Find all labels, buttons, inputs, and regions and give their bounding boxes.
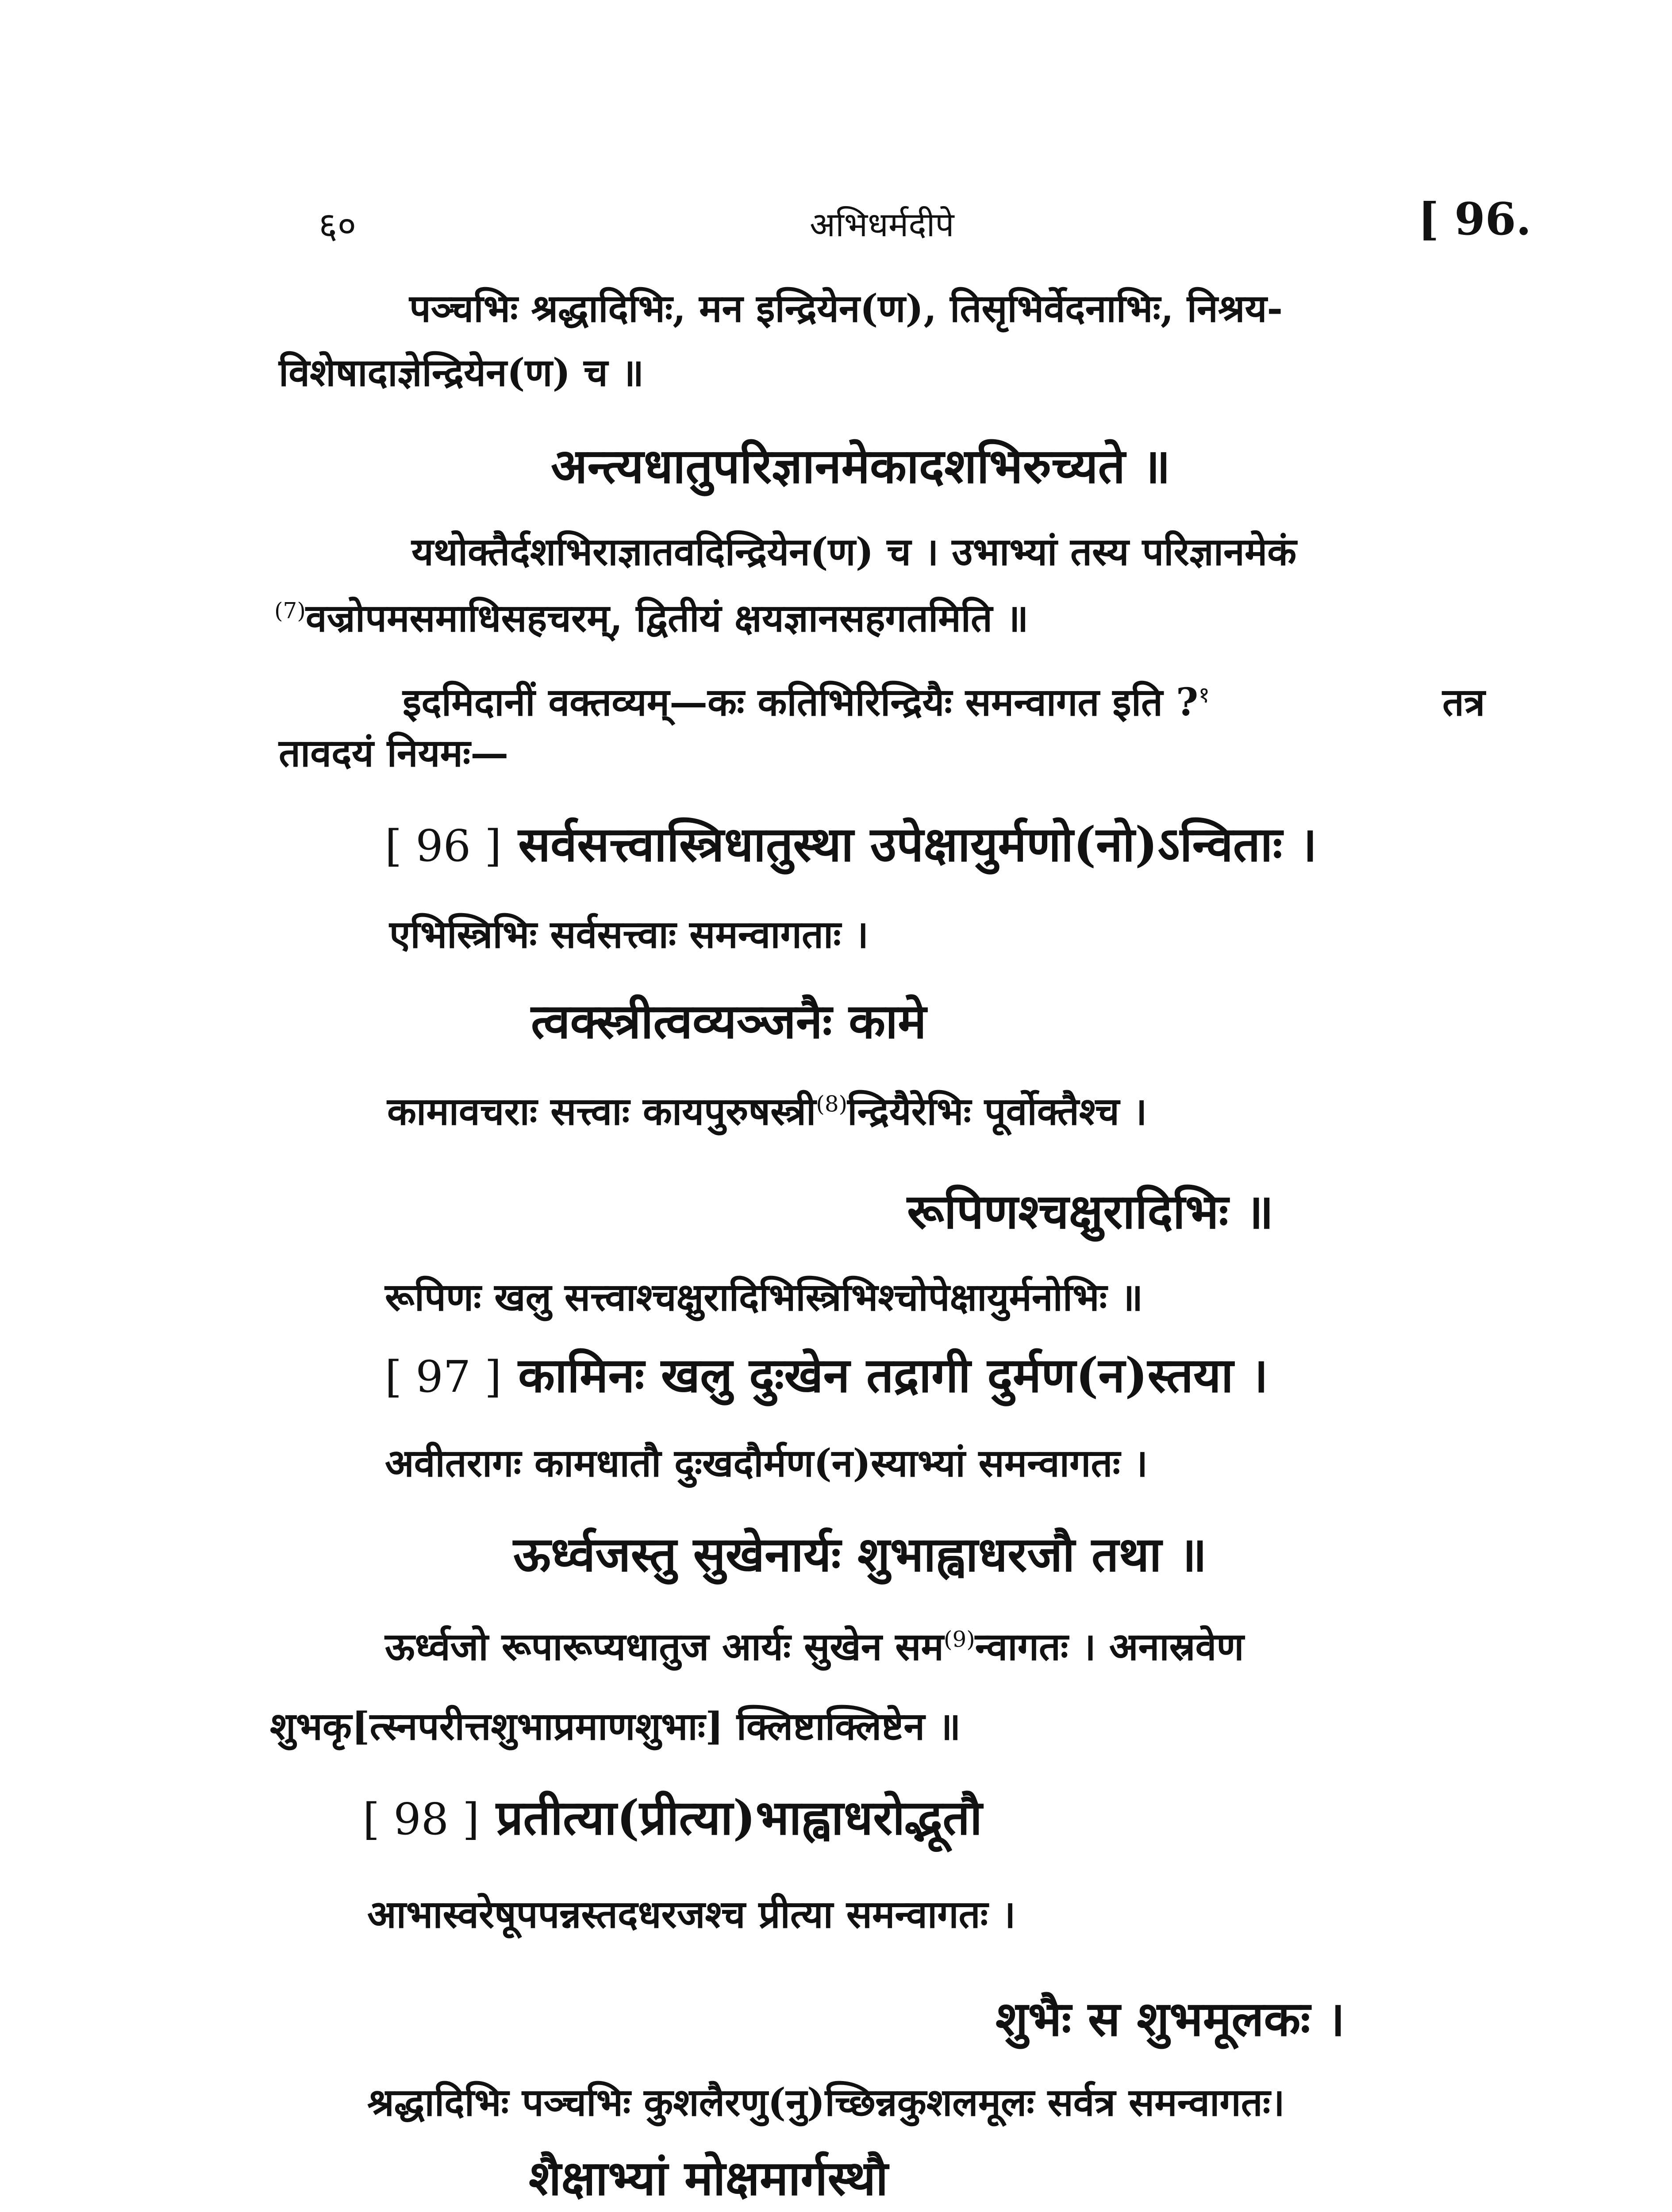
text-line: पञ्चभिः श्रद्धादिभिः, मन इन्द्रियेन(ण), तिसृभिर्वेदनाभिः, निश्रय- [409,286,1283,331]
verse-line: शुभैः स शुभमूलकः । [996,1991,1345,2047]
superscript-marker: (8) [816,1091,848,1117]
footnote-ref: १ [1198,682,1210,708]
text-line: यथोक्तैर्दशभिराज्ञातवदिन्द्रियेन(ण) च । उभाभ्यां तस्य परिज्ञानमेकं [411,530,1297,574]
text-line: श्रद्धादिभिः पञ्चभिः कुशलैरणु(नु)च्छिन्नकुशलमूलः सर्वत्र समन्वागतः। [367,2080,1285,2125]
verse-text: सर्वसत्त्वास्त्रिधातुस्था उपेक्षायुर्मणो(नो)ऽन्विताः । [518,817,1317,872]
verse-line: ऊर्ध्वजस्तु सुखेनार्यः शुभाह्वाधरजौ तथा ॥ [513,1527,1207,1582]
superscript-marker: (9) [943,1626,975,1652]
page-number: ६० [319,205,357,247]
verse-line: त्वक्स्त्रीत्वव्यञ्जनैः कामे [531,994,926,1049]
verse-line [363,1790,983,1846]
text-line-body: न्द्रियैरेभिः पूर्वोक्तैश्च । [847,1089,1147,1134]
verse-number: [ 98 ] [363,1794,480,1845]
text-line [387,1089,1147,1134]
text-line-body: ऊर्ध्वजो रूपारूप्यधातुज आर्यः सुखेन सम [385,1624,944,1669]
text-line-body: कामावचराः सत्त्वाः कायपुरुषस्त्री [387,1089,816,1134]
text-line-tail: तत्र [1442,680,1485,725]
verse-line: अन्त्यधातुपरिज्ञानमेकादशभिरुच्यते ॥ [551,438,1171,494]
text-line [385,1624,1244,1669]
text-line: शुभकृ[त्स्नपरीत्तशुभाप्रमाणशुभाः] क्लिष्टाक्लिष्टेन ॥ [270,1704,961,1749]
running-title: अभिधर्मदीपे [810,205,954,244]
section-reference: [ 96. [1418,193,1532,245]
text-line: विशेषादाज्ञेन्द्रियेन(ण) च ॥ [279,350,644,395]
verse-text: प्रतीत्या(प्रीत्या)भाह्वाधरोद्भूतौ [496,1790,983,1846]
verse-line [385,1348,1268,1403]
verse-number: [ 97 ] [385,1352,502,1402]
verse-number: [ 96 ] [385,821,502,872]
text-line: तावदयं नियमः— [279,731,509,776]
text-line: रूपिणः खलु सत्त्वाश्चक्षुरादिभिस्त्रिभिश्चोपेक्षायुर्मनोभिः ॥ [385,1275,1143,1320]
verse-line: रूपिणश्चक्षुरादिभिः ॥ [907,1184,1274,1240]
text-line: आभास्वरेषूपपन्नस्तदधरजश्च प्रीत्या समन्वागतः । [367,1892,1016,1937]
text-line: अवीतरागः कामधातौ दुःखदौर्मण(न)स्याभ्यां समन्वागतः । [385,1441,1148,1486]
text-line-body: न्वागतः । अनास्रवेण [975,1624,1244,1669]
verse-text: कामिनः खलु दुःखेन तद्रागी दुर्मण(न)स्तया । [518,1348,1268,1403]
text-line-body: इदमिदानीं वक्तव्यम्—कः कतिभिरिन्द्रियैः समन्वागत इति ? [403,680,1199,725]
verse-line: शैक्षाभ्यां मोक्षमार्गस्थौ [529,2151,888,2206]
superscript-marker: (7) [274,598,306,624]
text-line-body: वज्रोपमसमाधिसहचरम्, द्वितीयं क्षयज्ञानसहगतमिति ॥ [305,596,1029,641]
text-line [403,680,1210,725]
text-line [274,596,1029,641]
verse-line [385,817,1317,872]
text-line: एभिस्त्रिभिः सर्वसत्त्वाः समन्वागताः । [389,912,869,957]
